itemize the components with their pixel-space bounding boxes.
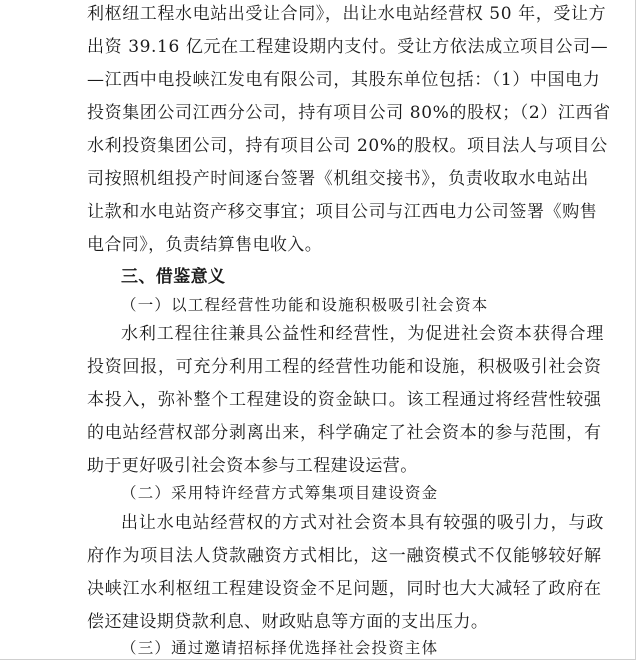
body-text-line: 电合同》，负责结算售电收入。 <box>87 235 323 255</box>
body-text-line: 水利投资集团公司，持有项目公司 20%的股权。项目法人与项目公 <box>87 136 608 156</box>
subsection-heading: （一）以工程经营性功能和设施积极吸引社会资本 <box>121 296 489 314</box>
body-text-line: —江西中电投峡江发电有限公司，其股东单位包括：（1）中国电力 <box>87 70 601 90</box>
body-text-line: 偿还建设期贷款利息、财政贴息等方面的支出压力。 <box>87 612 489 632</box>
body-text-line: 出资 39.16 亿元在工程建设期内支付。受让方依法成立项目公司— <box>87 37 609 57</box>
body-text-line: 投资集团公司江西分公司，持有项目公司 80%的股权；（2）江西省 <box>87 103 611 123</box>
body-text-line: 出让水电站经营权的方式对社会资本具有较强的吸引力，与政 <box>121 513 605 533</box>
body-text-line: 本投入，弥补整个工程建设的资金缺口。该工程通过将经营性较强 <box>87 390 602 410</box>
subsection-heading: （三）通过邀请招标择优选择社会投资主体 <box>121 639 439 657</box>
body-text-line: 司按照机组投产时间逐台签署《机组交接书》，负责收取水电站出 <box>87 169 589 189</box>
body-text-line: 水利工程往往兼具公益性和经营性，为促进社会资本获得合理 <box>121 324 605 344</box>
subsection-heading: （二）采用特许经营方式筹集项目建设资金 <box>121 484 439 502</box>
body-text-line: 的电站经营权部分剥离出来，科学确定了社会资本的参与范围，有 <box>87 423 602 443</box>
body-text-line: 利枢纽工程水电站出受让合同》，出让水电站经营权 50 年，受让方 <box>87 4 607 24</box>
body-text-line: 府作为项目法人贷款融资方式相比，这一融资模式不仅能够较好解 <box>87 546 602 566</box>
body-text-line: 决峡江水利枢纽工程建设资金不足问题，同时也大大减轻了政府在 <box>87 579 602 599</box>
body-text-line: 助于更好吸引社会资本参与工程建设运营。 <box>87 456 418 476</box>
body-text-line: 投资回报，可充分利用工程的经营性功能和设施，积极吸引社会资 <box>87 357 602 377</box>
body-text-line: 让款和水电站资产移交事宜；项目公司与江西电力公司签署《购售 <box>87 202 598 222</box>
section-heading: 三、借鉴意义 <box>121 267 226 287</box>
